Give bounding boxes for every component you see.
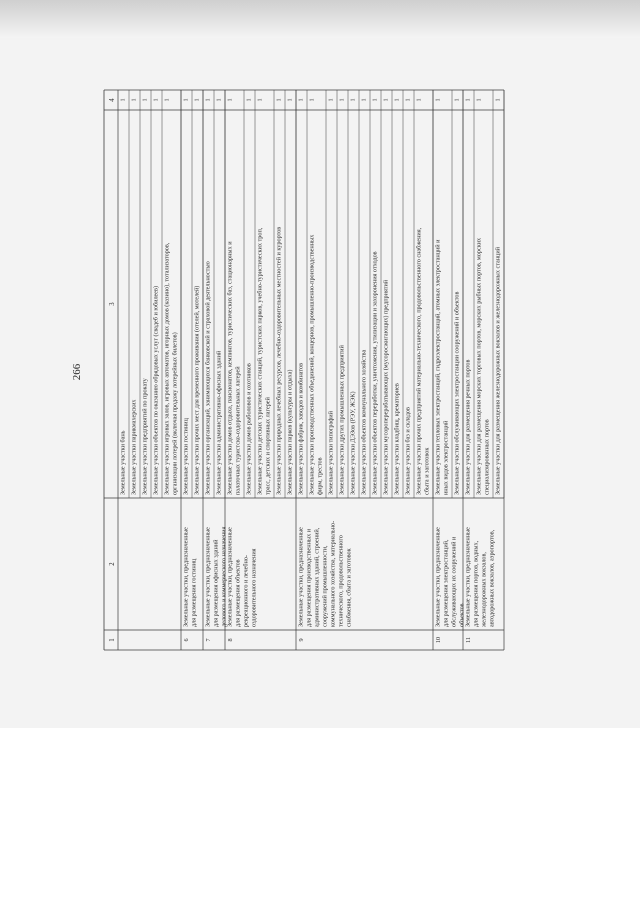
land-use-item: Земельные участки для размещения речных портов	[464, 359, 472, 495]
group-category: сооружений промышленности,	[321, 545, 329, 627]
land-use-item: Земельные участки кладбищ, крематориев	[393, 383, 401, 495]
land-use-item: Земельные участки игровых залов, игровых автоматов, игорных домов (казино), тотализаторов,	[163, 242, 171, 495]
land-use-item: Земельные участки для размещения железнодорожных вокзалов и железнодорожных станций	[494, 247, 502, 495]
group-category: административных зданий, строений,	[313, 527, 321, 627]
group-category: Земельные участки, предназначенные	[434, 527, 442, 627]
land-use-item: Земельные участки ДЭЗов (РЭУ, ЖЭК)	[349, 391, 357, 495]
group-number: 8	[227, 638, 234, 642]
land-use-item: Земельные участки гостиниц	[182, 418, 190, 495]
coefficient-value: 1	[393, 98, 401, 102]
coefficient-value: 1	[163, 98, 171, 102]
group-category: оздоровительного назначения	[250, 548, 258, 627]
land-use-item: Земельные участки фабрик, заводов и комбинатов	[297, 363, 305, 495]
land-use-item: Земельные участки парикмахерских	[130, 399, 138, 495]
land-use-item: Земельные участки природных лечебных ресурсов, лечебно-оздоровительных местностей и курортов	[275, 226, 283, 495]
document-page	[71, 42, 622, 650]
land-use-item: Земельные участки предприятий по прокату	[141, 378, 149, 495]
coefficient-value: 1	[494, 98, 502, 102]
land-use-item: Земельные участки прочих мест для временного проживания (отелей, мотелей)	[193, 285, 201, 495]
coefficient-value: 1	[226, 98, 234, 102]
land-use-item: Земельные участки детских туристических станций, туристских парков, учебно-туристических троп,	[256, 227, 264, 495]
group-category: Земельные участки, предназначенные	[464, 527, 472, 627]
group-category: коммунального хозяйства, материально-	[329, 520, 337, 627]
coefficient-value: 1	[256, 98, 264, 102]
coefficient-value: 1	[141, 98, 149, 102]
group-category: для размещения производственных и	[305, 528, 313, 627]
coefficient-value: 1	[327, 98, 335, 102]
coefficient-value: 1	[464, 98, 472, 102]
coefficient-value: 1	[286, 98, 294, 102]
land-use-item: Земельные участки объектов по оказанию обрядовых услуг (свадеб и юбилеев)	[152, 285, 160, 495]
group-category: снабжения, сбыта и заготовок	[345, 548, 353, 627]
coefficient-value: 1	[382, 98, 390, 102]
land-use-item: Земельные участки других промышленных предприятий	[338, 345, 346, 495]
group-category: Земельные участки, предназначенные	[182, 527, 190, 627]
coefficient-value: 1	[204, 98, 212, 102]
coefficient-value: 1	[475, 98, 483, 102]
land-use-item: специализированных портов	[483, 419, 491, 495]
land-use-item: фирм, трестов	[316, 457, 324, 495]
table-header-cell: 1	[109, 638, 116, 642]
group-number: 10	[435, 636, 442, 644]
land-use-item: трасс, детских и спортивных лагерей	[264, 397, 272, 495]
coefficient-value: 1	[434, 98, 442, 102]
land-use-item: Земельные участки объектов переработки, уничтожения, утилизации и захоронения отходов	[371, 251, 379, 495]
group-category: Земельные участки, предназначенные	[204, 527, 212, 627]
group-category: железнодорожных вокзалов,	[480, 552, 488, 627]
scan-edge	[0, 0, 640, 38]
group-category: Земельные участки, предназначенные	[297, 527, 305, 627]
land-use-item: Земельные участки для размещения морских торговых портов, морских рыбных портов, морских	[475, 237, 483, 495]
land-use-item: Земельные участки мусороперерабатывающих (мусоросжигающих) предприятий	[382, 279, 390, 495]
land-use-item: Земельные участки обслуживающих электростанции сооружений и объектов	[453, 291, 461, 495]
coefficient-value: 1	[308, 98, 316, 102]
land-use-item: Земельные участки тепловых электростанций, гидроэлектростанций, атомных электростанций и	[434, 239, 442, 495]
page-number: 266	[71, 363, 83, 381]
table-header-cell: 4	[109, 98, 116, 102]
land-use-item: Земельные участки домов рыболовов и охотников	[245, 363, 253, 495]
land-use-item: Земельные участки бань	[119, 430, 127, 495]
land-use-item: Земельные участки парков (культуры и отдыха)	[286, 369, 294, 495]
coefficient-value: 1	[349, 98, 357, 102]
land-use-item: сбыта и заготовок	[423, 447, 431, 495]
land-use-item: Земельные участки организаций, занимающихся банковской и страховой деятельностью	[204, 261, 212, 495]
group-category: для размещения портов, водных,	[472, 540, 480, 627]
coefficient-value: 1	[338, 98, 346, 102]
group-number: 9	[298, 638, 305, 642]
land-use-item: организации лотерей (включая продажу лотерейных билетов)	[171, 332, 179, 495]
coefficient-value: 1	[152, 98, 160, 102]
table-header-cell: 2	[109, 562, 116, 566]
land-use-item: Земельные участки типографий	[327, 411, 335, 495]
group-number: 7	[205, 638, 212, 642]
coefficient-value: 1	[297, 98, 305, 102]
coefficient-value: 1	[371, 98, 379, 102]
coefficient-value: 1	[119, 98, 127, 102]
coefficient-value: 1	[404, 98, 412, 102]
group-category: объектов	[458, 603, 466, 627]
land-use-item: Земельные участки административно-офисных зданий	[215, 350, 223, 495]
group-category: автодорожных вокзалов, аэропортов,	[488, 529, 496, 627]
coefficient-value: 1	[193, 98, 201, 102]
group-category: для размещения офисных зданий	[212, 539, 220, 627]
land-use-item: Земельные участки производственных объединений, концернов, промышленно-производственных	[308, 234, 316, 495]
land-use-item: Земельные участки объектов коммунального хозяйства	[360, 349, 368, 495]
land-use-item: Земельные участки прочих предприятий материально-технического, продовольственного снабжения,	[415, 227, 423, 495]
coefficient-value: 1	[360, 98, 368, 102]
coefficient-value: 1	[275, 98, 283, 102]
land-use-item: Земельные участки домов отдыха, пансионатов, кемпингов, туристических баз, стационарных и	[226, 241, 234, 495]
coefficient-value: 1	[215, 98, 223, 102]
group-category: Земельные участки, предназначенные	[226, 527, 234, 627]
coefficient-value: 1	[415, 98, 423, 102]
table-header-cell: 3	[109, 302, 116, 306]
group-category: для размещения гостиниц	[190, 558, 198, 627]
group-category: обслуживающих их сооружений и	[450, 536, 458, 627]
group-category: технического, продовольственного	[337, 535, 345, 627]
group-number: 11	[465, 637, 472, 643]
group-number: 6	[183, 638, 190, 642]
group-category: делового и коммерческого назначения	[220, 526, 228, 627]
coefficient-value: 1	[245, 98, 253, 102]
land-use-item: палаточных туристско-оздоровительных лагерей	[234, 366, 242, 495]
group-category: для размещения электростанций,	[442, 539, 450, 627]
rotated-table	[71, 42, 622, 650]
land-use-item: Земельные участки баз и складов	[404, 407, 412, 495]
land-use-item: иных видов электростанций	[442, 420, 450, 495]
coefficient-value: 1	[130, 98, 138, 102]
group-category: рекреационного и лечебно-	[242, 555, 250, 627]
coefficient-value: 1	[453, 98, 461, 102]
table-body	[104, 90, 504, 650]
group-category: для размещения объектов	[234, 559, 242, 627]
coefficient-value: 1	[182, 98, 190, 102]
